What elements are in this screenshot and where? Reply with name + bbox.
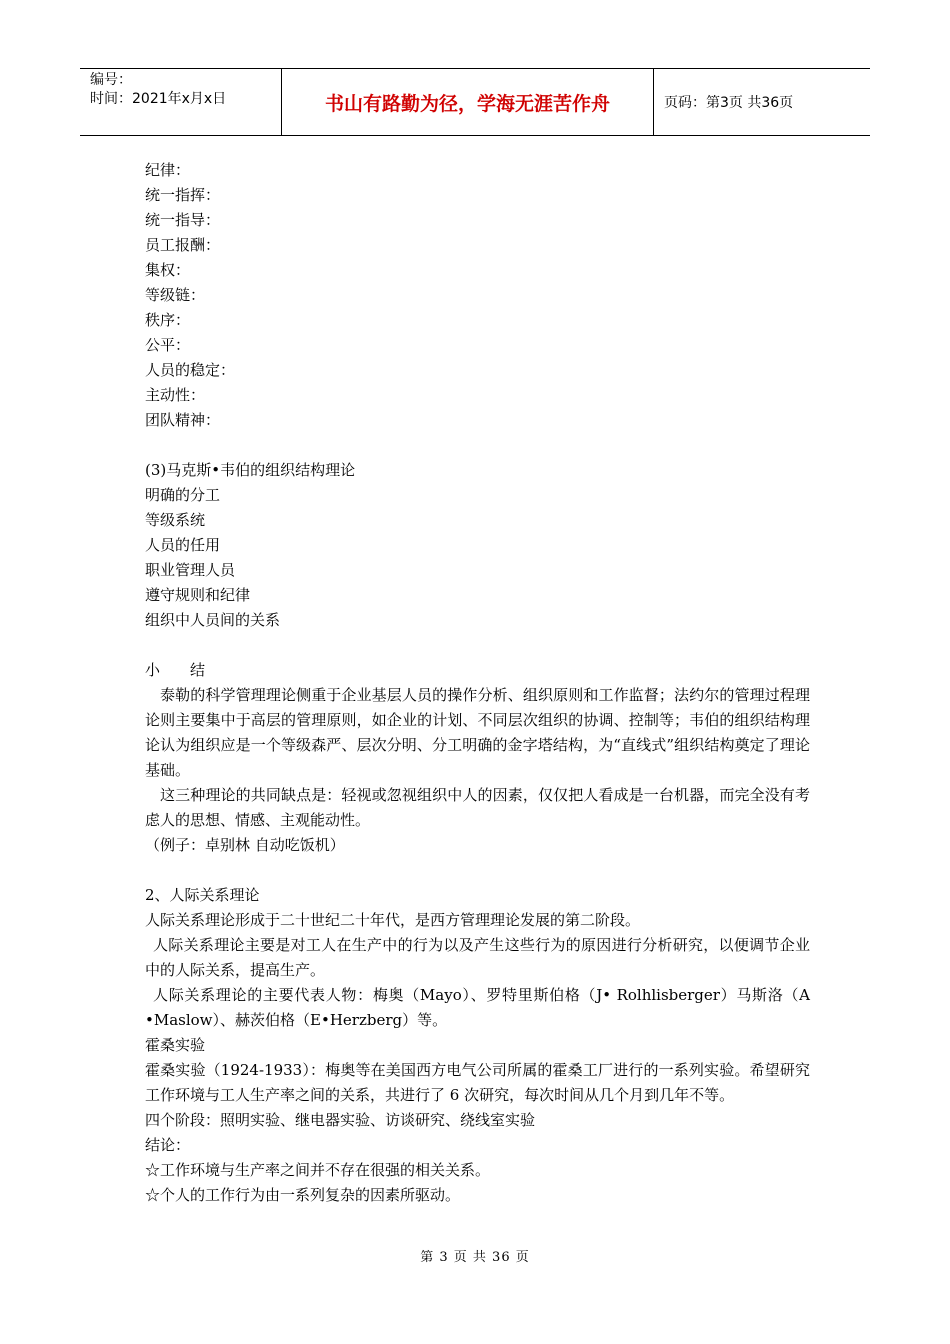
list-item: 集权：: [145, 261, 191, 279]
list-item: 等级链：: [145, 286, 206, 304]
document-number-label: 编号：: [90, 72, 132, 88]
header-meta: [80, 69, 282, 135]
human-relations-paragraph-2: 人际关系理论主要是对工人在生产中的行为以及产生这些行为的原因进行分析研究，以便调节企业中的人际关系，提高生产。: [145, 936, 810, 979]
summary-heading: 小 结: [145, 661, 206, 679]
weber-heading: (3)马克斯•韦伯的组织结构理论: [145, 461, 356, 479]
list-item: 统一指导：: [145, 211, 221, 229]
hawthorne-paragraph: 霍桑实验（1924-1933）：梅奥等在美国西方电气公司所属的霍桑工厂进行的一系列实验。希望研究工作环境与工人生产率之间的关系，共进行了 6 次研究，每次时间从几个月到几年不等。: [145, 1061, 810, 1104]
list-item: 主动性：: [145, 386, 206, 404]
hawthorne-heading: 霍桑实验: [145, 1036, 206, 1054]
page-footer: 第 3 页 共 36 页: [420, 1250, 530, 1265]
list-item: 团队精神：: [145, 411, 221, 429]
list-item: 纪律：: [145, 161, 191, 179]
list-item: 遵守规则和纪律: [145, 586, 251, 604]
conclusion-label: 结论：: [145, 1136, 191, 1154]
human-relations-heading: 2、人际关系理论: [145, 886, 260, 904]
spacer: [145, 633, 810, 658]
conclusion-item: ☆工作环境与生产率之间并不存在很强的相关关系。: [145, 1161, 491, 1179]
document-date-label: 时间：2021年x月x日: [90, 91, 227, 107]
list-item: 公平：: [145, 336, 191, 354]
list-item: 人员的稳定：: [145, 361, 236, 379]
conclusion-item: ☆个人的工作行为由一系列复杂的因素所驱动。: [145, 1186, 461, 1204]
header-page-info: 页码：第3页 共36页: [664, 95, 794, 111]
spacer: [145, 433, 810, 458]
list-item: 明确的分工: [145, 486, 221, 504]
header-motto: 书山有路勤为径，学海无涯苦作舟: [282, 69, 654, 135]
list-item: 组织中人员间的关系: [145, 611, 281, 629]
list-item: 统一指挥：: [145, 186, 221, 204]
spacer: [145, 858, 810, 883]
human-relations-paragraph-1: 人际关系理论形成于二十世纪二十年代，是西方管理理论发展的第二阶段。: [145, 911, 641, 929]
list-item: 职业管理人员: [145, 561, 236, 579]
list-item: 员工报酬：: [145, 236, 221, 254]
hawthorne-stages: 四个阶段：照明实验、继电器实验、访谈研究、绕线室实验: [145, 1111, 536, 1129]
document-body: [145, 158, 810, 1208]
list-item: 秩序：: [145, 311, 191, 329]
summary-example: （例子：卓别林 自动吃饭机）: [145, 836, 345, 854]
human-relations-paragraph-3: 人际关系理论的主要代表人物：梅奥（Mayo）、罗特里斯伯格（J• Rolhlisberger）马斯洛（A •Maslow）、赫茨伯格（E•Herzberg）等。: [145, 986, 810, 1029]
fayol-principles-list: [145, 158, 810, 433]
summary-paragraph-1: 泰勒的科学管理理论侧重于企业基层人员的操作分析、组织原则和工作监督；法约尔的管理过程理论则主要集中于高层的管理原则，如企业的计划、不同层次组织的协调、控制等；韦伯的组织结构理论认为组织应是一个等级森严、层次分明、分工明确的金字塔结构，为“直线式”组织结构奠定了理论基础。: [145, 686, 810, 779]
list-item: 等级系统: [145, 511, 206, 529]
page-header: [80, 68, 870, 136]
list-item: 人员的任用: [145, 536, 221, 554]
summary-paragraph-2: 这三种理论的共同缺点是：轻视或忽视组织中人的因素，仅仅把人看成是一台机器，而完全没有考虑人的思想、情感、主观能动性。: [145, 786, 810, 829]
weber-list: [145, 483, 810, 633]
